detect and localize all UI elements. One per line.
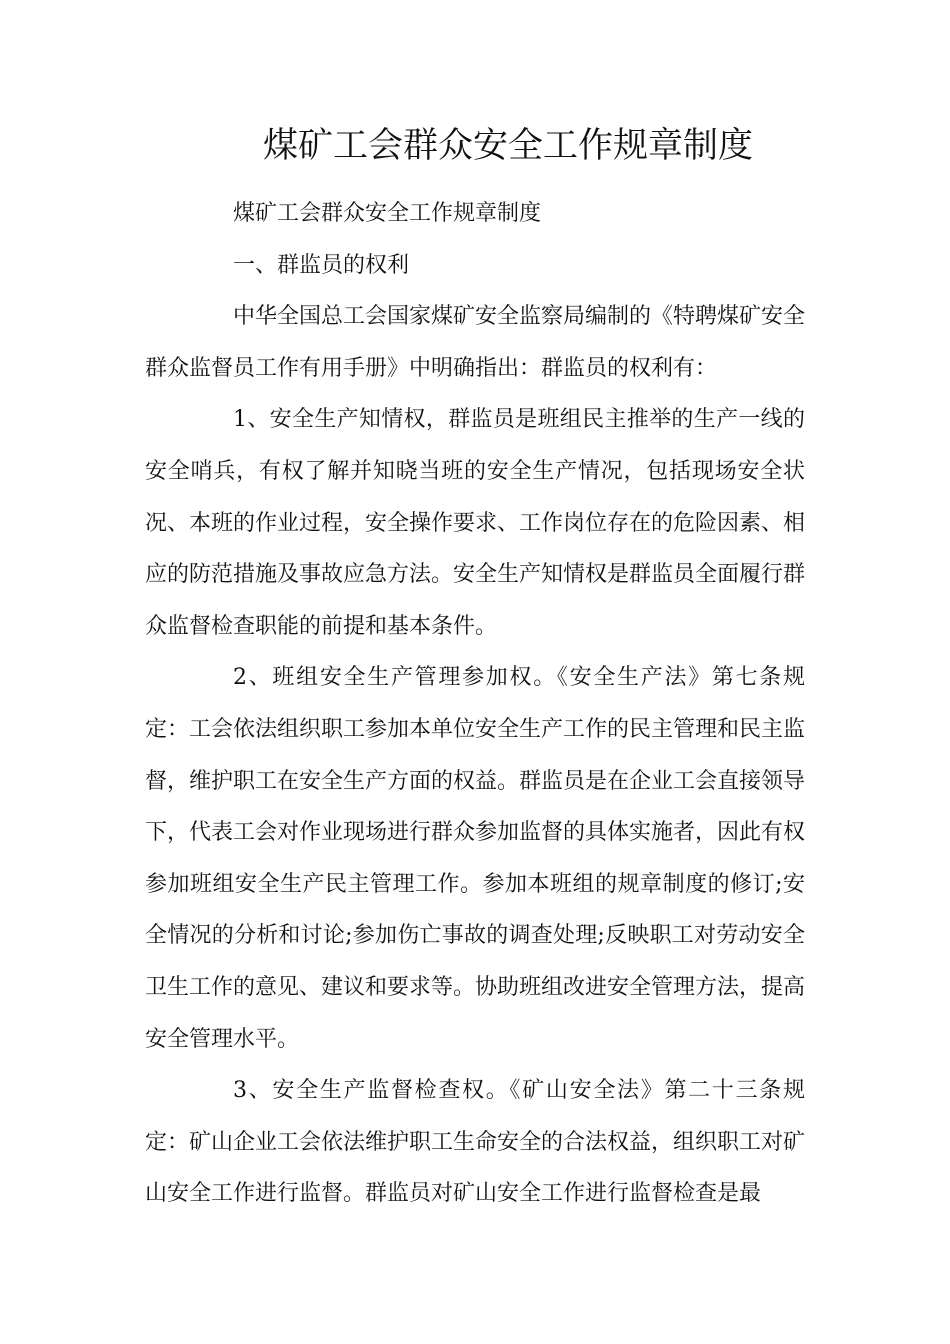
paragraph: 3、安全生产监督检查权。《矿山安全法》第二十三条规定：矿山企业工会依法维护职工生命安全的合法权益，组织职工对矿山安全工作进行监督。群监员对矿山安全工作进行监督检查是最 xyxy=(145,1078,806,1207)
paragraph: 1、安全生产知情权，群监员是班组民主推举的生产一线的安全哨兵，有权了解并知晓当班的安全生产情况，包括现场安全状况、本班的作业过程，安全操作要求、工作岗位存在的危险因素、相应的防范措施及事故应急方法。安全生产知情权是群监员全面履行群众监督检查职能的前提和基本条件。 xyxy=(145,407,806,639)
document-title: 煤矿工会群众安全工作规章制度 xyxy=(262,126,753,166)
paragraph-heading: 煤矿工会群众安全工作规章制度 xyxy=(233,201,542,226)
paragraph: 中华全国总工会国家煤矿安全监察局编制的《特聘煤矿安全群众监督员工作有用手册》中明确指出：群监员的权利有： xyxy=(145,304,806,381)
section-heading: 一、群监员的权利 xyxy=(233,252,410,278)
paragraph: 2、班组安全生产管理参加权。《安全生产法》第七条规定：工会依法组织职工参加本单位安全生产工作的民主管理和民主监督，维护职工在安全生产方面的权益。群监员是在企业工会直接领导下，代表工会对作业现场进行群众参加监督的具体实施者，因此有权参加班组安全生产民主管理工作。参加本班组的规章制度的修订;安全情况的分析和讨论;参加伤亡事故的调查处理;反映职工对劳动安全卫生工作的意见、建议和要求等。协助班组改进安全管理方法，提高安全管理水平。 xyxy=(145,665,806,1052)
document-body xyxy=(145,188,805,1220)
